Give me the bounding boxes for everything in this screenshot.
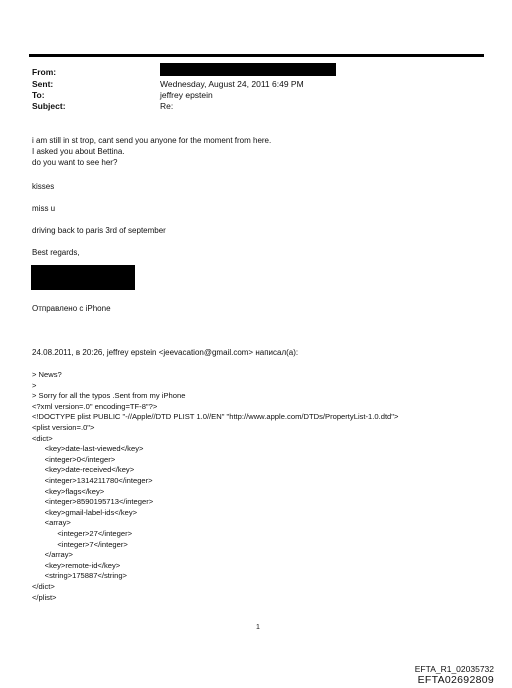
body-line-3: do you want to see her? [32,158,118,167]
to-label: To: [32,90,45,100]
subject-label: Subject: [32,101,66,111]
quoted-line: <plist version=.0"> [32,423,95,432]
from-label: From: [32,67,57,77]
sent-label: Sent: [32,79,54,89]
body-kisses: kisses [32,182,55,191]
quoted-line: <integer>1314211780</integer> [32,476,153,485]
header-rule [29,54,484,57]
quoted-line: <key>gmail-label-ids</key> [32,507,138,517]
quoted-line: <integer>0</integer> [32,454,116,464]
page-number: 1 [256,624,260,631]
sent-from-iphone: Отправлено с iPhone [32,304,111,313]
quoted-line: </plist> [32,592,57,602]
quoted-line: > Sorry for all the typos .Sent from my iPhone [32,391,186,401]
quoted-line: <!DOCTYPE plist PUBLIC "-//Apple//DTD PLIST 1.0//EN" "http://www.apple.com/DTDs/PropertyList-1.0.dtd"> [32,412,399,422]
body-regards: Best regards, [32,248,80,257]
quoted-line: <key>remote-id</key> [32,560,121,570]
redaction-signature [31,265,135,290]
quoted-line: > [32,380,37,390]
quoted-line: </array> [32,550,73,560]
quoted-line: <array> [32,518,71,528]
quoted-line: <string>175887</string> [32,571,127,581]
quoted-line: > News? [32,370,62,379]
bates-number-1: EFTA_R1_02035732 [414,664,494,674]
quoted-line: <key>date-last-viewed</key> [32,444,144,454]
redaction-from [160,63,336,76]
to-value: jeffrey epstein [160,90,213,100]
quoted-line: <key>date-received</key> [32,465,135,475]
body-line-2: I asked you about Bettina. [32,147,125,156]
quoted-line: <integer>7</integer> [32,539,128,549]
quoted-line: <dict> [32,433,53,443]
quoted-line: <integer>8590195713</integer> [32,497,154,507]
quoted-line: <?xml version=.0" encoding=TF-8"?> [32,401,158,411]
bates-number-2: EFTA02692809 [417,674,494,686]
body-line-1: i am still in st trop, cant send you anyone for the moment from here. [32,136,272,145]
subject-value: Re: [160,101,174,111]
quoted-line: </dict> [32,582,55,591]
quoted-line: <integer>27</integer> [32,529,133,538]
body-miss: miss u [32,204,56,213]
quoted-line: <key>flags</key> [32,486,105,496]
body-driving: driving back to paris 3rd of september [32,226,166,235]
sent-value: Wednesday, August 24, 2011 6:49 PM [160,79,304,89]
quote-header: 24.08.2011, в 20:26, jeffrey epstein <jeevacation@gmail.com> написал(а): [32,348,299,357]
